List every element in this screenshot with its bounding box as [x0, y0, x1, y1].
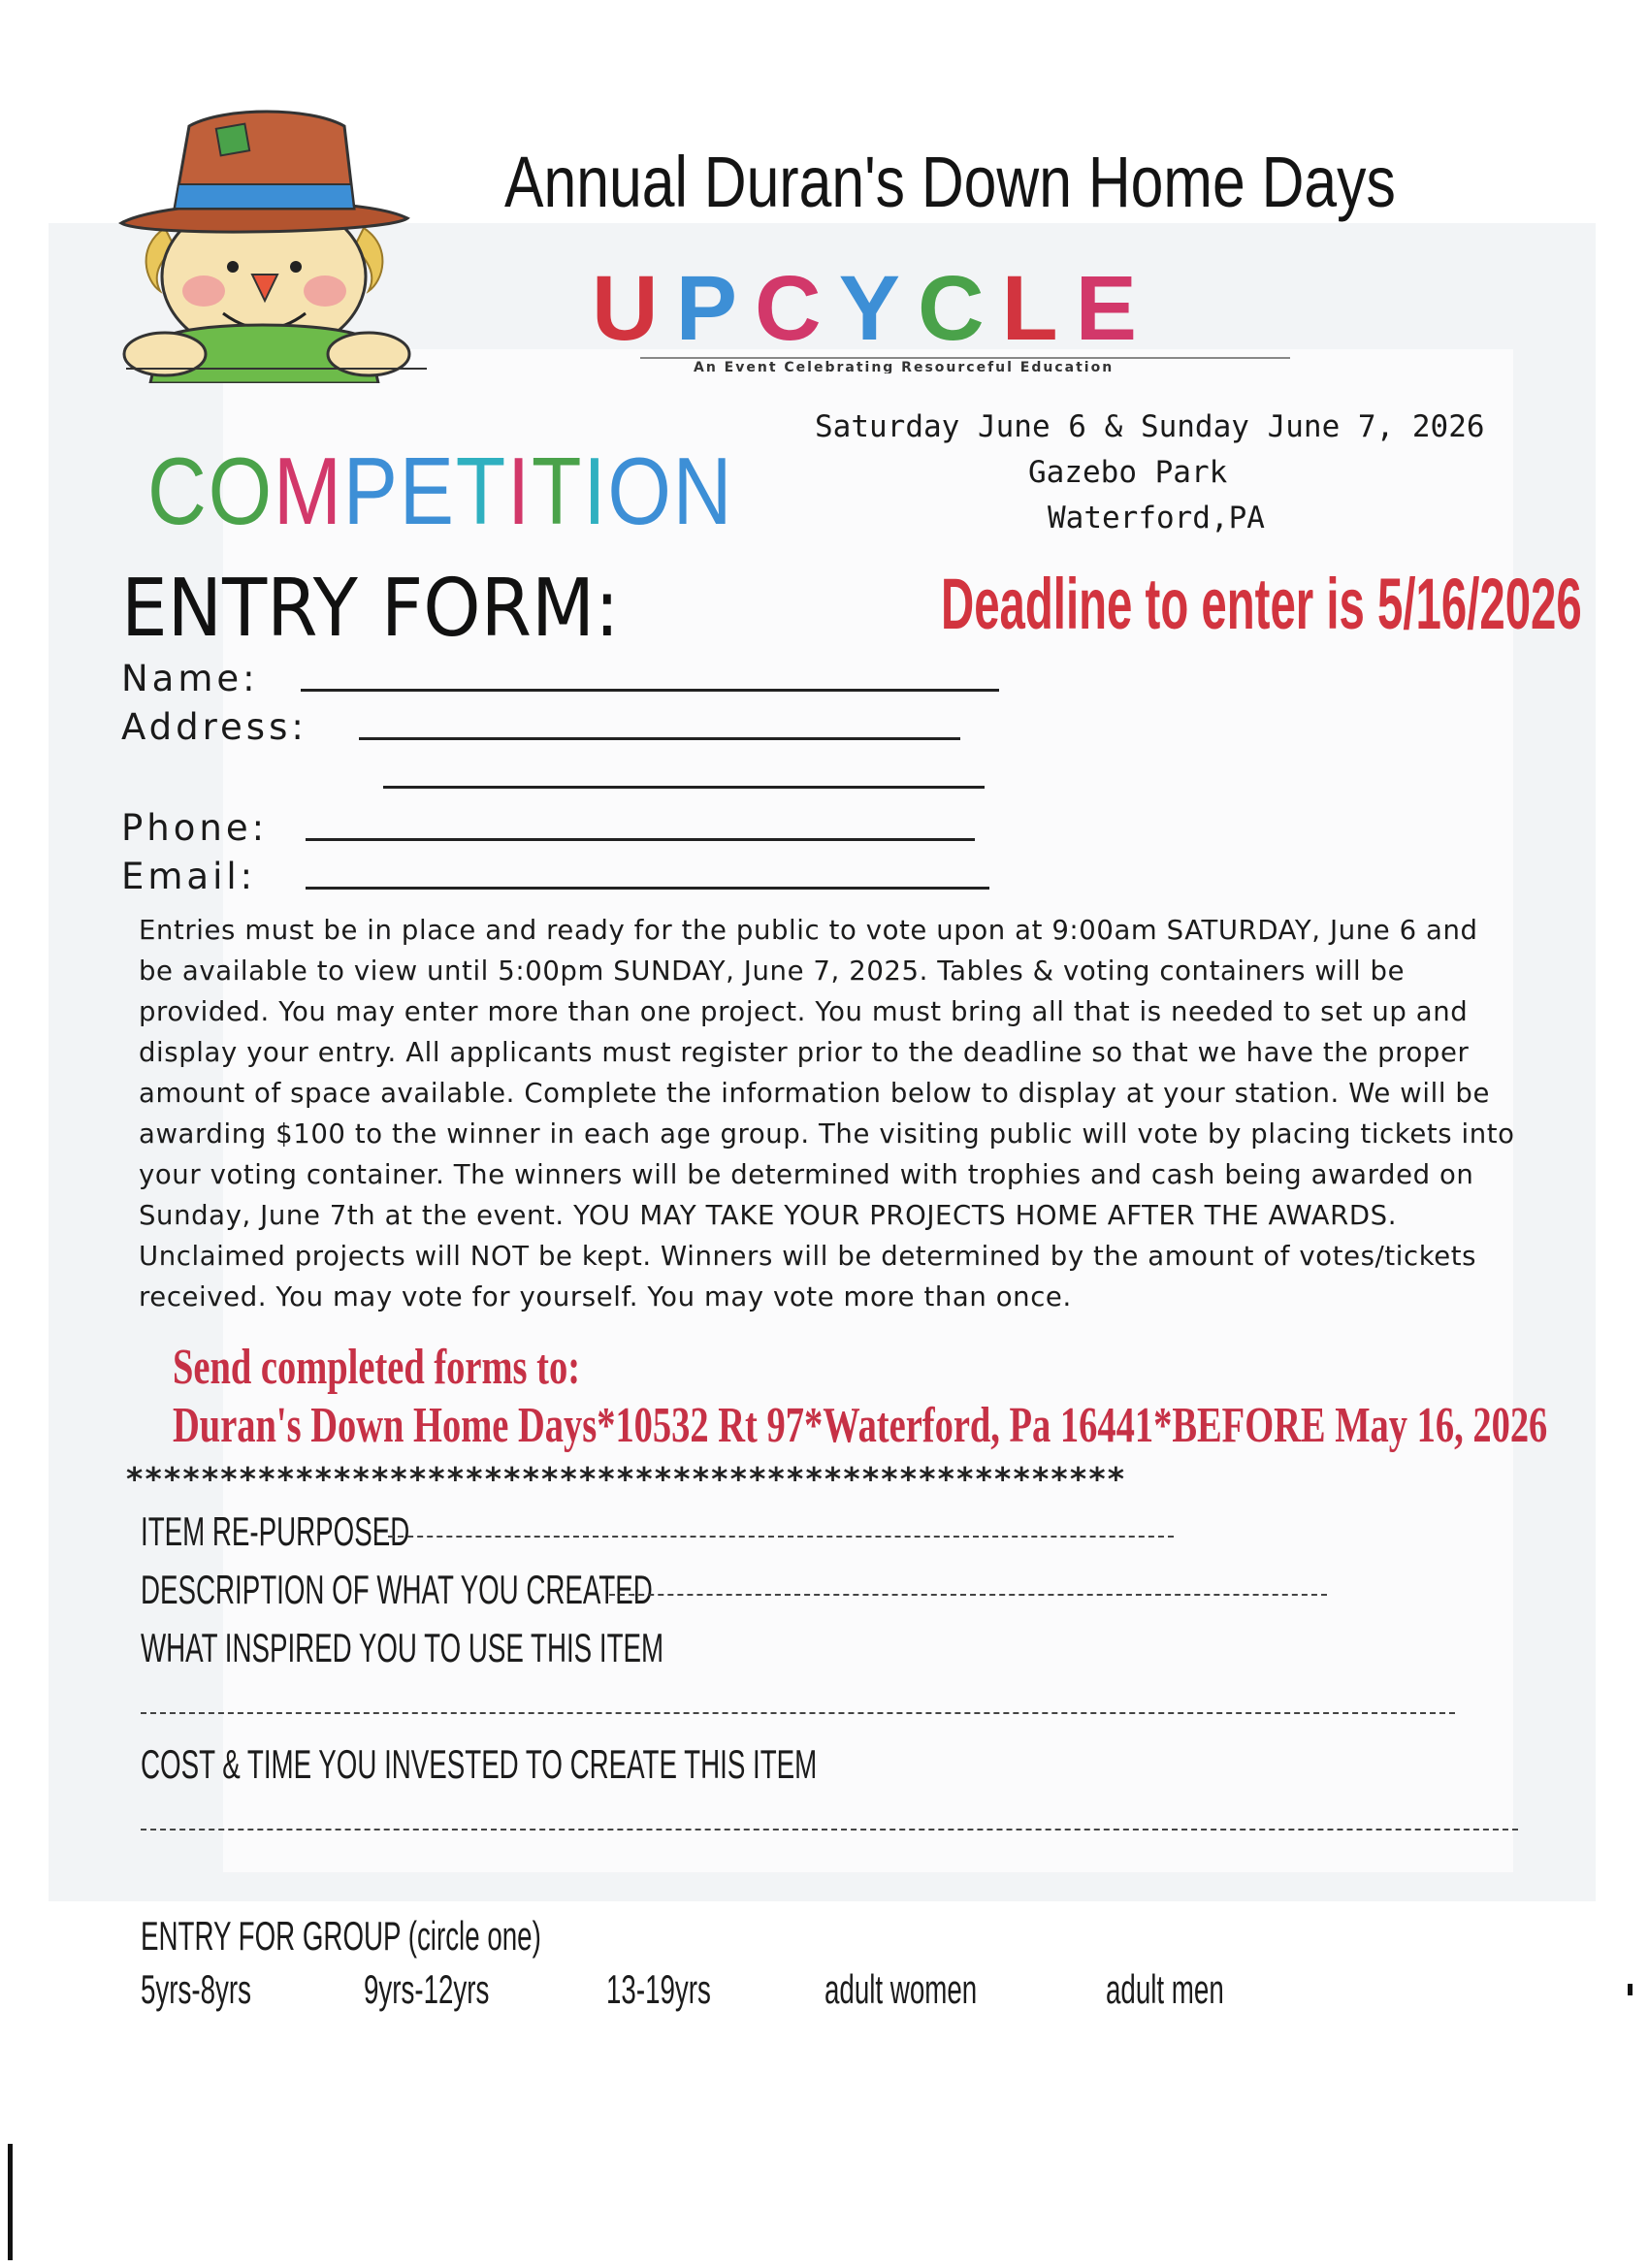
scan-mark: [8, 2144, 13, 2260]
upcycle-logo-letter: P: [675, 257, 755, 360]
instruction-line: Sunday, June 7th at the event. YOU MAY TAKE YOUR PROJECTS HOME AFTER THE AWARDS.: [139, 1200, 1398, 1231]
group-option-5-8[interactable]: 5yrs-8yrs: [141, 1966, 251, 2012]
event-date: Saturday June 6 & Sunday June 7, 2026: [815, 409, 1485, 444]
phone-label: Phone:: [121, 807, 269, 849]
upcycle-logo-letter: U: [592, 257, 676, 360]
instruction-line: awarding $100 to the winner in each age group. The visiting public will vote by placing tickets into: [139, 1118, 1515, 1150]
instruction-line: Unclaimed projects will NOT be kept. Winners will be determined by the amount of votes/tickets: [139, 1241, 1477, 1272]
name-label: Name:: [121, 658, 259, 699]
group-option-adult-women[interactable]: adult women: [824, 1966, 978, 2012]
address-field[interactable]: [359, 737, 960, 740]
description-label: DESCRIPTION OF WHAT YOU CREATED: [141, 1567, 653, 1612]
instruction-line: display your entry. All applicants must register prior to the deadline so that we have the proper: [139, 1037, 1470, 1068]
competition-letter: P: [342, 437, 400, 544]
upcycle-logo-letter: C: [754, 257, 839, 360]
instruction-line: Entries must be in place and ready for the public to vote upon at 9:00am SATURDAY, June 6 and: [139, 915, 1478, 946]
competition-letter: I: [506, 437, 533, 544]
separator-stars: *****************************************************: [126, 1460, 1127, 1498]
instruction-line: be available to view until 5:00pm SUNDAY, June 7, 2025. Tables & voting containers will be: [139, 956, 1406, 987]
group-option-adult-men[interactable]: adult men: [1106, 1966, 1224, 2012]
email-field[interactable]: [306, 887, 989, 890]
send-forms-heading: Send completed forms to:: [173, 1340, 581, 1395]
competition-letter: M: [273, 437, 343, 544]
phone-field[interactable]: [306, 838, 975, 841]
group-option-13-19[interactable]: 13-19yrs: [606, 1966, 711, 2012]
instruction-line: amount of space available. Complete the information below to display at your station. We will be: [139, 1078, 1490, 1109]
address-field-line-2[interactable]: [383, 786, 985, 789]
email-label: Email:: [121, 856, 257, 897]
entry-group-label: ENTRY FOR GROUP (circle one): [141, 1913, 541, 1959]
upcycle-logo-letter: Y: [838, 257, 918, 360]
upcycle-logo: [582, 257, 1358, 373]
event-place: Gazebo Park: [1028, 455, 1228, 490]
description-field[interactable]: [609, 1594, 1327, 1596]
competition-letter: N: [672, 437, 734, 544]
entry-form-title: ENTRY FORM:: [121, 563, 620, 655]
competition-letter: T: [532, 437, 584, 544]
cost-time-label: COST & TIME YOU INVESTED TO CREATE THIS ITEM: [141, 1741, 818, 1787]
scarecrow-illustration: [107, 102, 427, 383]
competition-letter: E: [399, 437, 456, 544]
inspiration-label: WHAT INSPIRED YOU TO USE THIS ITEM: [141, 1625, 664, 1670]
upcycle-logo-letter: L: [1001, 257, 1076, 360]
competition-heading: [147, 437, 733, 546]
competition-letter: T: [455, 437, 507, 544]
upcycle-logo-letter: E: [1075, 257, 1154, 360]
upcycle-logo-word: [592, 257, 1154, 360]
competition-letter: I: [583, 437, 608, 544]
upcycle-tagline: An Event Celebrating Resourceful Education: [694, 360, 1115, 373]
deadline-notice: Deadline to enter is 5/16/2026: [941, 564, 1582, 644]
send-forms-address: Duran's Down Home Days*10532 Rt 97*Waterford, Pa 16441*BEFORE May 16, 2026: [173, 1398, 1548, 1453]
event-town: Waterford,PA: [1048, 501, 1265, 535]
upcycle-logo-letter: C: [917, 257, 1002, 360]
scan-mark: [1628, 1984, 1633, 1995]
instruction-line: provided. You may enter more than one project. You must bring all that is needed to set up and: [139, 996, 1469, 1027]
page-title: Annual Duran's Down Home Days: [504, 142, 1396, 222]
address-label: Address:: [121, 706, 307, 748]
instruction-line: received. You may vote for yourself. You may vote more than once.: [139, 1281, 1072, 1312]
competition-letter: O: [208, 437, 274, 544]
competition-letter: O: [607, 437, 673, 544]
group-option-9-12[interactable]: 9yrs-12yrs: [364, 1966, 490, 2012]
competition-letter: C: [147, 437, 209, 544]
name-field[interactable]: [301, 689, 999, 692]
item-repurposed-field[interactable]: [388, 1536, 1174, 1538]
cost-time-field[interactable]: [141, 1829, 1518, 1831]
instructions-paragraph: [139, 910, 1536, 1317]
inspiration-field[interactable]: [141, 1712, 1455, 1714]
item-repurposed-label: ITEM RE-PURPOSED: [141, 1508, 410, 1554]
instruction-line: your voting container. The winners will be determined with trophies and cash being awarded on: [139, 1159, 1474, 1190]
